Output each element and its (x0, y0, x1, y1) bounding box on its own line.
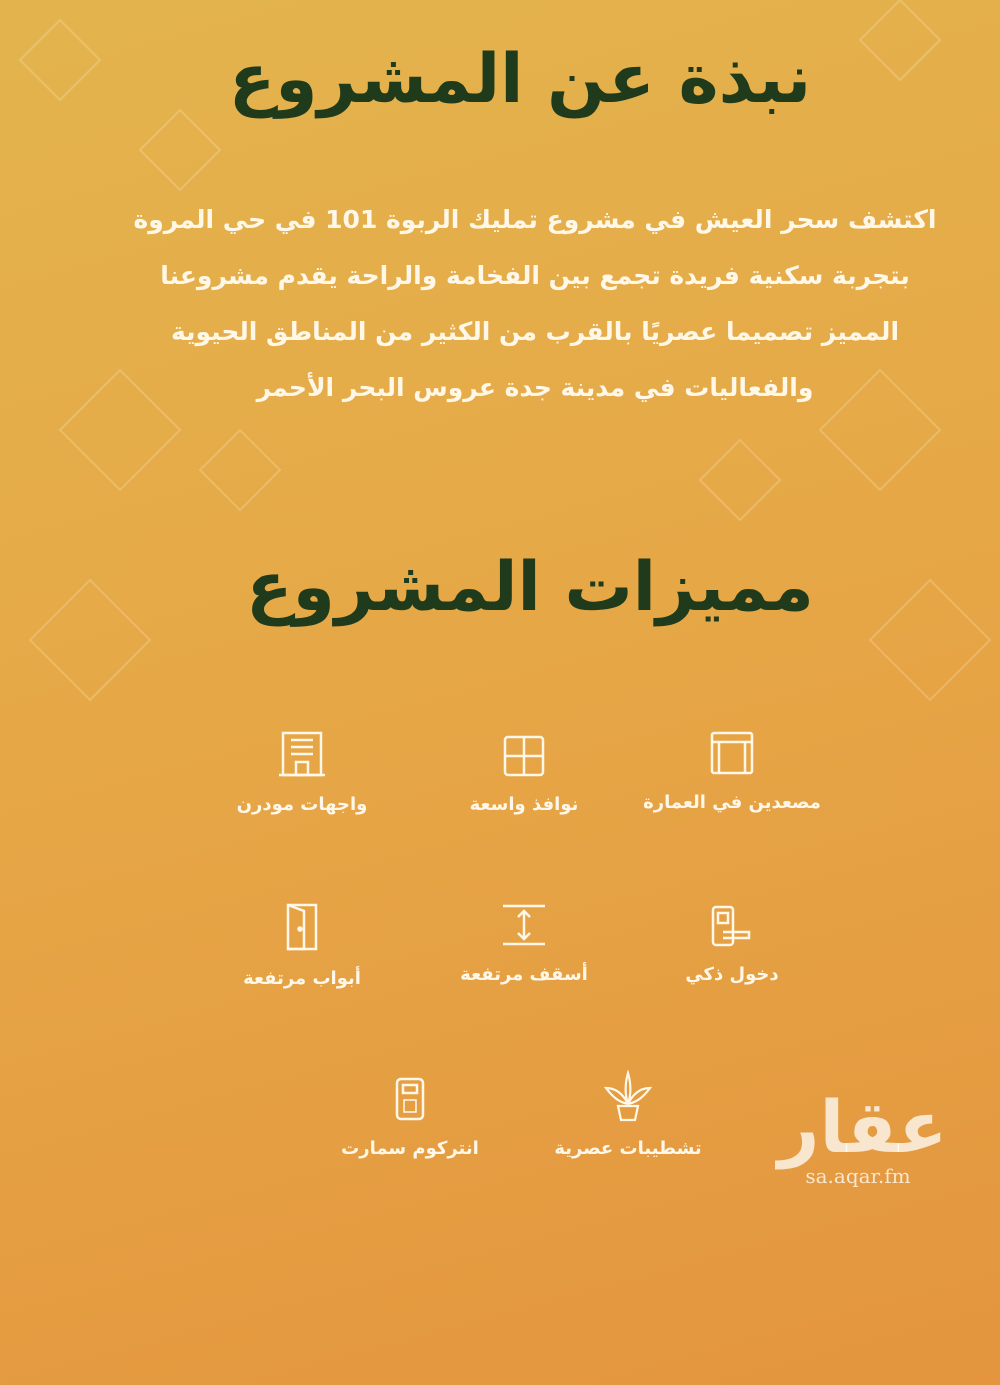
feature-smart-entry (622, 904, 842, 985)
feature-label: تشطيبات عصرية (554, 1138, 702, 1159)
feature-label: نوافذ واسعة (469, 794, 579, 815)
feature-label: أسقف مرتفعة (460, 964, 588, 985)
about-paragraph (120, 192, 950, 416)
plant-icon (600, 1070, 656, 1122)
door-icon (282, 902, 322, 952)
about-line: والفعاليات في مدينة جدة عروس البحر الأحمر (256, 373, 814, 402)
aqar-logo: عقار (778, 1085, 948, 1169)
feature-elevators (622, 730, 842, 813)
feature-high-ceilings (414, 902, 634, 985)
aqar-url: sa.aqar.fm (805, 1164, 911, 1188)
feature-label: انتركوم سمارت (341, 1138, 479, 1159)
feature-windows (414, 734, 634, 815)
elevator-icon (709, 730, 755, 776)
feature-label: أبواب مرتفعة (243, 968, 361, 989)
building-icon (279, 730, 325, 778)
feature-high-doors (192, 902, 412, 989)
feature-label: مصعدين في العمارة (643, 792, 821, 813)
feature-modern-finishes (518, 1070, 738, 1159)
feature-smart-intercom (300, 1076, 520, 1159)
intercom-icon (392, 1076, 428, 1122)
smart-lock-icon (709, 904, 755, 948)
feature-label: دخول ذكي (685, 964, 779, 985)
features-title: مميزات المشروع (246, 548, 814, 627)
feature-label: واجهات مودرن (236, 794, 368, 815)
window-icon (502, 734, 546, 778)
aqar-watermark (778, 1085, 948, 1188)
feature-facades (192, 730, 412, 815)
about-line: اكتشف سحر العيش في مشروع تمليك الربوة 101 في حي المروة (133, 205, 937, 234)
about-line: المميز تصميما عصريًا بالقرب من الكثير من المناطق الحيوية (170, 317, 900, 346)
ceiling-height-icon (501, 902, 547, 948)
about-line: بتجربة سكنية فريدة تجمع بين الفخامة والراحة يقدم مشروعنا (160, 261, 910, 290)
about-title: نبذة عن المشروع (228, 40, 812, 119)
